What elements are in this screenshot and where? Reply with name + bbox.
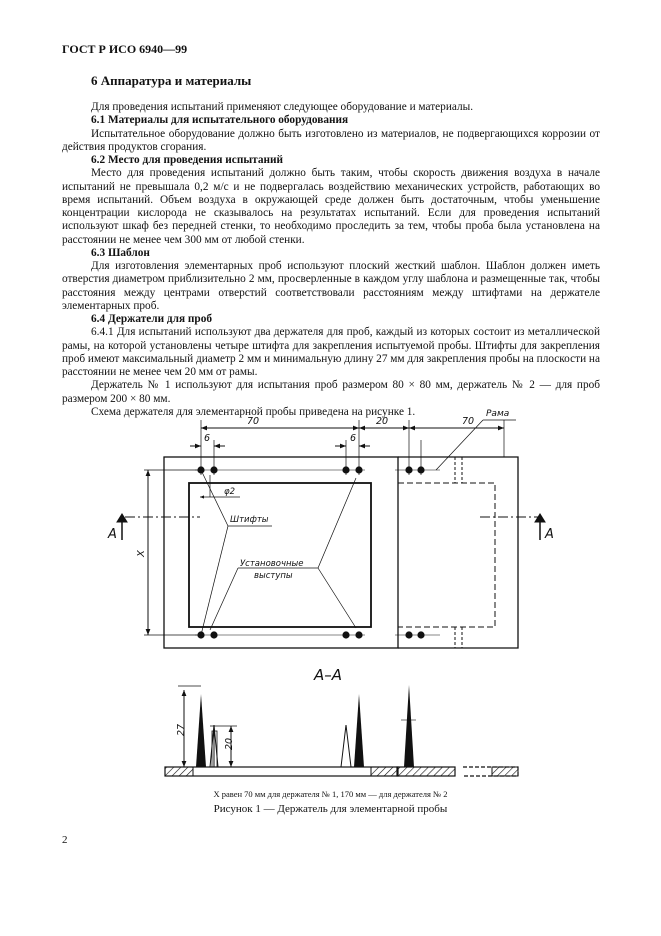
subsection-heading: 6.2 Место для проведения испытаний [91, 154, 284, 166]
frame-extension-opening [398, 483, 495, 627]
dim-20-section: 20 [224, 737, 235, 750]
paragraph: Испытательное оборудование должно быть изготовлено из материалов, не подвергающихся коррозии от действия продуктов сгорания. [62, 127, 600, 153]
dim-20-top: 20 [376, 416, 389, 427]
label-shtifty: Штифты [230, 515, 269, 525]
section-title: 6 Аппаратура и материалы [91, 73, 252, 88]
dim-70-right: 70 [462, 416, 475, 427]
paragraph: 6.4.1 Для испытаний используют два держателя для проб, каждый из которых состоит из металлической рамы, на которой установлены четыре штифта для закрепления испытуемой пробы. Штифты для закрепления проб имеют максимальный диаметр 2 мм и минимальную длину 27 мм для закрепления пробы на плоскости на расстоянии не менее чем 20 мм от рамы. [62, 326, 600, 378]
paragraph: Схема держателя для элементарной пробы приведена на рисунке 1. [91, 405, 416, 418]
figure-note: X равен 70 мм для держателя № 1, 170 мм — для держателя № 2 [213, 789, 448, 799]
body-text [62, 101, 600, 419]
page-number: 2 [62, 834, 68, 846]
label-a-left: А [108, 527, 117, 542]
frame-extension [398, 457, 518, 648]
label-phi2: φ2 [224, 487, 236, 497]
section-label: А–А [314, 666, 343, 684]
dim-6-left: 6 [204, 433, 211, 444]
label-ustanov-2: выступы [254, 571, 293, 581]
paragraph: Место для проведения испытаний должно быть таким, чтобы скорость движения воздуха в начале испытаний не превышала 0,2 м/с и не подвергалась воздействию механических устройств, работающих во время испытаний. Объем воздуха в окружающей среде должен быть достаточным, чтобы уменьшение концентрации кислорода не сказывалось на результатах испытаний. Если для проведения испытаний используют шкаф без передней стенки, то необходимо проследить за тем, чтобы проба была установлена на расстоянии не менее чем 300 мм от любой стенки. [62, 167, 600, 246]
section-view [165, 685, 518, 776]
label-a-right: А [545, 527, 554, 542]
label-x: X [136, 550, 147, 557]
frame-opening [189, 483, 371, 627]
frame-outer [164, 457, 398, 648]
dim-6-right: 6 [350, 433, 357, 444]
section-labels [176, 724, 235, 750]
dim-70-top: 70 [247, 416, 260, 427]
document-header: ГОСТ Р ИСО 6940—99 [62, 42, 188, 56]
subsection-heading: 6.3 Шаблон [91, 246, 150, 259]
plan-labels [107, 409, 554, 684]
paragraph: Держатель № 1 используют для испытания проб размером 80 × 80 мм, держатель № 2 — для проб размером 200 × 80 мм. [62, 379, 600, 405]
subsection-heading: 6.4 Держатели для проб [91, 313, 213, 325]
subsection-heading: 6.1 Материалы для испытательного оборудования [91, 114, 349, 127]
plan-view [117, 420, 545, 648]
figure-caption: Рисунок 1 — Держатель для элементарной пробы [213, 803, 448, 815]
paragraph: Для изготовления элементарных проб используют плоский жесткий шаблон. Шаблон должен иметь отверстия диаметром приблизительно 2 мм, просверленные в каждом углу шаблона и размещенные так, чтобы расстояния между центрами отверстий соответствовали расстояниям между штифтами на держателе элементарных проб. [62, 260, 600, 312]
label-rama: Рама [486, 409, 510, 419]
dim-27: 27 [176, 723, 187, 736]
paragraph: Для проведения испытаний применяют следующее оборудование и материалы. [91, 101, 474, 113]
label-ustanov-1: Установочные [240, 559, 304, 569]
